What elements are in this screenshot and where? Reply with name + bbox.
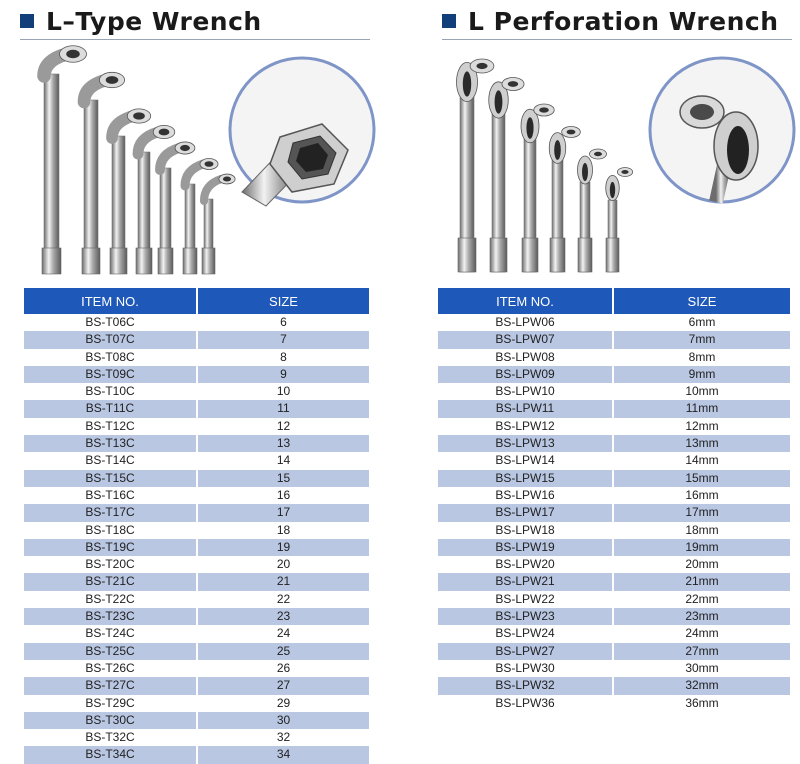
- item-no-cell: BS-LPW23: [438, 608, 614, 625]
- size-cell: 36mm: [685, 695, 719, 710]
- table-row: [24, 677, 369, 694]
- size-cell: 7mm: [688, 332, 716, 347]
- size-cell: 22: [276, 591, 291, 606]
- item-no-cell: BS-T27C: [24, 677, 198, 694]
- size-cell: 21mm: [685, 574, 719, 589]
- item-no-header: ITEM NO.: [24, 288, 198, 314]
- perforation-wrench-icon: [521, 104, 554, 272]
- size-cell: 6mm: [688, 315, 716, 329]
- item-no-cell: BS-LPW12: [438, 418, 614, 435]
- table-header: [24, 288, 369, 314]
- size-cell: 8: [280, 349, 287, 364]
- section-title: L Perforation Wrench: [468, 6, 779, 36]
- size-cell: 16: [276, 487, 291, 502]
- section-title-row: [442, 4, 779, 38]
- item-no-cell: BS-T20C: [24, 556, 198, 573]
- l-perforation-size-table: [438, 288, 790, 712]
- table-row: [24, 573, 369, 590]
- item-no-cell: BS-T19C: [24, 539, 198, 556]
- item-no-cell: BS-LPW16: [438, 487, 614, 504]
- table-row: [24, 349, 369, 366]
- table-row: [438, 643, 790, 660]
- table-row: [438, 556, 790, 573]
- table-row: [438, 573, 790, 590]
- table-row: [438, 522, 790, 539]
- item-no-cell: BS-LPW27: [438, 643, 614, 660]
- size-cell: 17: [276, 505, 291, 520]
- table-row: [438, 470, 790, 487]
- item-no-cell: BS-T22C: [24, 591, 198, 608]
- item-no-cell: BS-LPW11: [438, 400, 614, 417]
- size-cell: 24mm: [685, 626, 719, 641]
- l-perforation-wrench-photo: [438, 42, 800, 287]
- table-row: [24, 400, 369, 417]
- item-no-cell: BS-T34C: [24, 746, 198, 763]
- item-no-cell: BS-T08C: [24, 349, 198, 366]
- size-cell: 14: [276, 453, 291, 468]
- size-cell: 7: [280, 332, 287, 347]
- title-underline: [20, 39, 370, 40]
- size-header: SIZE: [269, 293, 298, 309]
- item-no-cell: BS-T23C: [24, 608, 198, 625]
- perforation-wrench-icon: [549, 127, 580, 273]
- size-cell: 21: [276, 574, 291, 589]
- table-row: [438, 539, 790, 556]
- size-cell: 12mm: [685, 418, 719, 433]
- table-row: [24, 539, 369, 556]
- table-row: [24, 366, 369, 383]
- size-cell: 10mm: [685, 384, 719, 399]
- item-no-cell: BS-LPW08: [438, 349, 614, 366]
- size-cell: 20: [276, 557, 291, 572]
- size-cell: 27: [276, 678, 291, 693]
- size-cell: 10: [276, 384, 291, 399]
- table-row: [438, 366, 790, 383]
- item-no-header: ITEM NO.: [438, 288, 614, 314]
- item-no-cell: BS-T10C: [24, 383, 198, 400]
- table-row: [24, 643, 369, 660]
- size-cell: 27mm: [685, 643, 719, 658]
- size-cell: 9: [280, 366, 287, 381]
- item-no-cell: BS-LPW10: [438, 383, 614, 400]
- table-row: [438, 400, 790, 417]
- item-no-cell: BS-T06C: [24, 314, 198, 331]
- l-wrench-icon: [42, 46, 87, 274]
- table-body: [24, 314, 369, 764]
- size-cell: 8mm: [688, 349, 716, 364]
- item-no-cell: BS-T21C: [24, 573, 198, 590]
- item-no-cell: BS-LPW18: [438, 522, 614, 539]
- size-cell: 19mm: [685, 539, 719, 554]
- item-no-cell: BS-LPW19: [438, 539, 614, 556]
- perforation-wrench-icon: [578, 149, 607, 272]
- l-type-wrench-photo: [30, 42, 380, 287]
- size-cell: 20mm: [685, 557, 719, 572]
- item-no-cell: BS-T18C: [24, 522, 198, 539]
- size-cell: 12: [276, 418, 291, 433]
- item-no-cell: BS-LPW13: [438, 435, 614, 452]
- perforation-wrench-icon: [606, 168, 633, 273]
- size-cell: 19: [276, 539, 291, 554]
- size-cell: 23mm: [685, 609, 719, 624]
- size-cell: 11: [277, 401, 290, 416]
- item-no-cell: BS-T24C: [24, 625, 198, 642]
- size-cell: 34: [276, 747, 291, 762]
- table-row: [24, 435, 369, 452]
- table-row: [24, 712, 369, 729]
- size-cell: 18: [276, 522, 291, 537]
- size-cell: 30: [276, 712, 291, 727]
- size-cell: 13: [276, 436, 291, 451]
- item-no-cell: BS-T17C: [24, 504, 198, 521]
- size-cell: 6: [280, 315, 287, 329]
- size-cell: 17mm: [685, 505, 719, 520]
- item-no-cell: BS-T07C: [24, 331, 198, 348]
- table-row: [24, 556, 369, 573]
- item-no-cell: BS-T30C: [24, 712, 198, 729]
- title-underline: [442, 39, 792, 40]
- item-no-cell: BS-LPW07: [438, 331, 614, 348]
- item-no-cell: BS-T26C: [24, 660, 198, 677]
- item-no-cell: BS-T29C: [24, 695, 198, 712]
- table-header: [438, 288, 790, 314]
- item-no-cell: BS-T14C: [24, 452, 198, 469]
- table-row: [24, 746, 369, 763]
- item-no-cell: BS-LPW09: [438, 366, 614, 383]
- size-cell: 15: [276, 470, 291, 485]
- item-no-cell: BS-T11C: [24, 400, 198, 417]
- table-body: [438, 314, 790, 712]
- table-row: [24, 470, 369, 487]
- table-row: [24, 660, 369, 677]
- table-row: [438, 677, 790, 694]
- table-row: [438, 695, 790, 712]
- table-row: [438, 435, 790, 452]
- item-no-cell: BS-T32C: [24, 729, 198, 746]
- table-row: [24, 608, 369, 625]
- size-cell: 24: [276, 626, 291, 641]
- item-no-cell: BS-LPW22: [438, 591, 614, 608]
- table-row: [24, 487, 369, 504]
- l-type-size-table: [24, 288, 369, 764]
- size-cell: 22mm: [685, 591, 719, 606]
- table-row: [438, 314, 790, 331]
- size-cell: 15mm: [685, 470, 719, 485]
- item-no-cell: BS-LPW06: [438, 314, 614, 331]
- size-cell: 23: [276, 609, 291, 624]
- perforation-wrench-icon: [457, 59, 494, 272]
- table-row: [438, 487, 790, 504]
- table-row: [24, 331, 369, 348]
- table-row: [438, 625, 790, 642]
- item-no-cell: BS-T25C: [24, 643, 198, 660]
- item-no-cell: BS-LPW20: [438, 556, 614, 573]
- table-row: [24, 314, 369, 331]
- item-no-cell: BS-T15C: [24, 470, 198, 487]
- section-title-row: [20, 4, 262, 38]
- item-no-cell: BS-LPW36: [438, 695, 614, 712]
- square-bullet-icon: [442, 14, 456, 28]
- size-cell: 25: [276, 643, 291, 658]
- size-cell: 32: [276, 730, 291, 745]
- table-row: [438, 608, 790, 625]
- size-cell: 16mm: [685, 487, 719, 502]
- section-title: L–Type Wrench: [46, 6, 262, 36]
- item-no-cell: BS-LPW15: [438, 470, 614, 487]
- item-no-cell: BS-LPW32: [438, 677, 614, 694]
- size-cell: 13mm: [685, 436, 719, 451]
- item-no-cell: BS-T12C: [24, 418, 198, 435]
- item-no-cell: BS-T13C: [24, 435, 198, 452]
- table-row: [24, 504, 369, 521]
- size-cell: 18mm: [685, 522, 719, 537]
- table-row: [24, 418, 369, 435]
- table-row: [438, 349, 790, 366]
- size-cell: 14mm: [685, 453, 719, 468]
- item-no-cell: BS-LPW21: [438, 573, 614, 590]
- table-row: [438, 383, 790, 400]
- item-no-cell: BS-LPW24: [438, 625, 614, 642]
- table-row: [24, 452, 369, 469]
- size-cell: 9mm: [688, 366, 716, 381]
- size-cell: 30mm: [685, 660, 719, 675]
- perforation-wrench-icon: [489, 78, 524, 273]
- size-header: SIZE: [687, 293, 717, 309]
- square-bullet-icon: [20, 14, 34, 28]
- table-row: [438, 331, 790, 348]
- table-row: [438, 660, 790, 677]
- item-no-cell: BS-T09C: [24, 366, 198, 383]
- size-cell: 32mm: [685, 678, 719, 693]
- size-cell: 26: [276, 660, 291, 675]
- table-row: [24, 625, 369, 642]
- size-cell: 29: [276, 695, 291, 710]
- table-row: [24, 729, 369, 746]
- table-row: [438, 591, 790, 608]
- item-no-cell: BS-T16C: [24, 487, 198, 504]
- table-row: [24, 522, 369, 539]
- table-row: [24, 695, 369, 712]
- table-row: [24, 383, 369, 400]
- size-cell: 11mm: [685, 401, 719, 416]
- item-no-cell: BS-LPW17: [438, 504, 614, 521]
- item-no-cell: BS-LPW30: [438, 660, 614, 677]
- item-no-cell: BS-LPW14: [438, 452, 614, 469]
- table-row: [24, 591, 369, 608]
- table-row: [438, 418, 790, 435]
- table-row: [438, 452, 790, 469]
- l-wrench-icon: [202, 174, 235, 274]
- table-row: [438, 504, 790, 521]
